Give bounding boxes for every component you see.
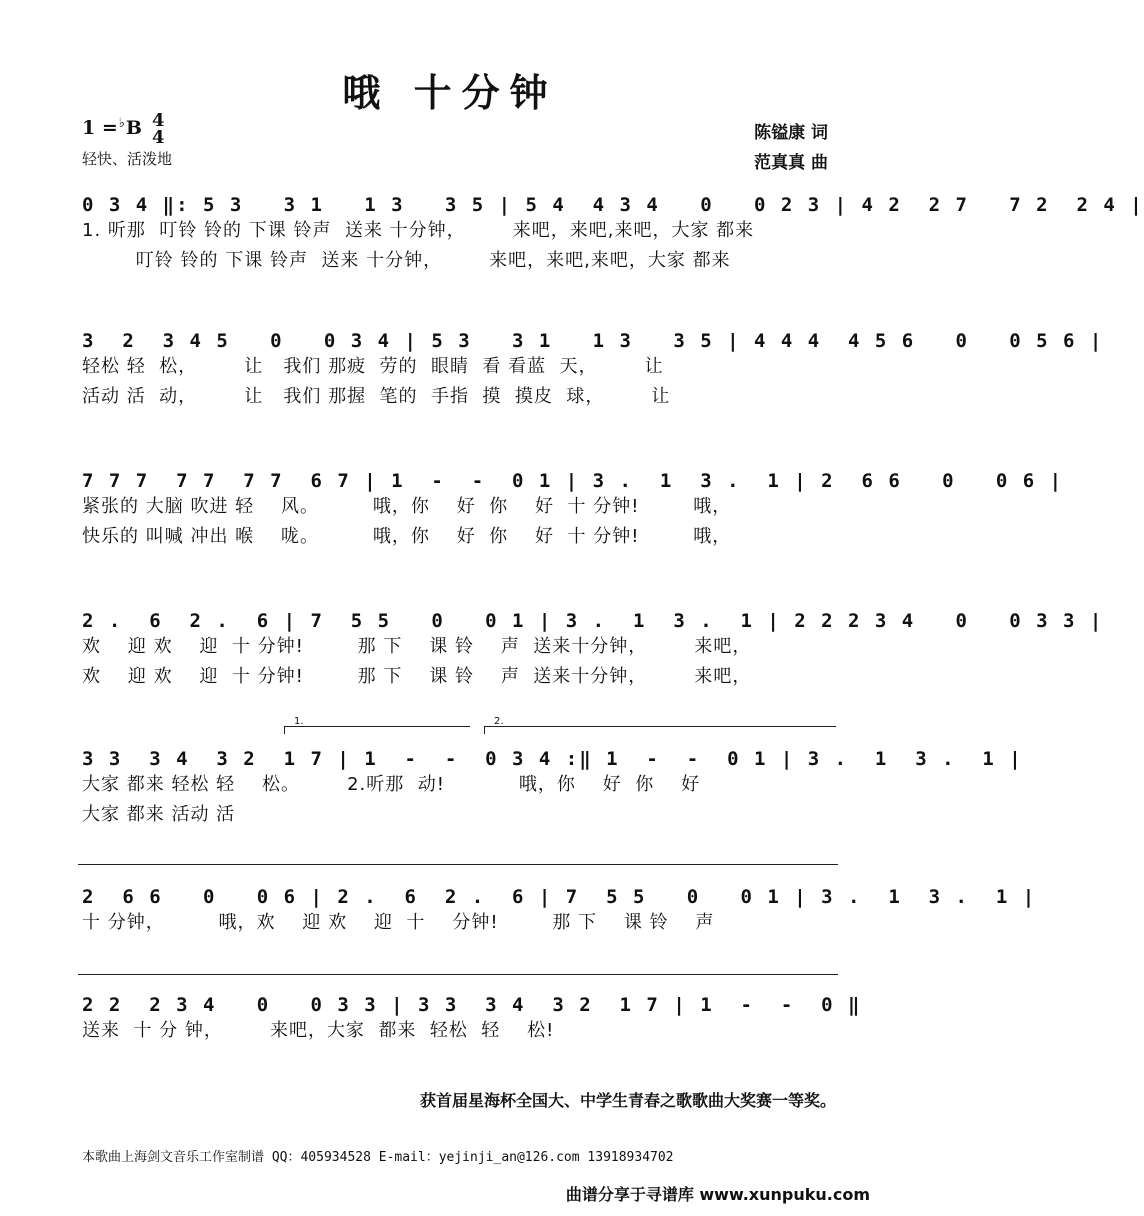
footer-credits: 本歌曲上海剑文音乐工作室制谱 QQ：405934528 E-mail：yejinji_an@126.com 13918934702 [82,1150,674,1165]
song-title: 哦 十分钟 [342,71,558,115]
notation-line: 2 . 6 2 . 6 | 7 5 5 0 0 1 | 3 . 1 3 . 1 | 2 2 2 3 4 0 0 3 3 | [82,610,1104,632]
notation-line: 3 2 3 4 5 0 0 3 4 | 5 3 3 1 1 3 3 5 | 4 4 4 4 5 6 0 0 5 6 | [82,330,1104,352]
tempo-marking: 轻快、活泼地 [82,150,173,168]
notation-line: 7 7 7 7 7 7 7 6 7 | 1 - - 0 1 | 3 . 1 3 . 1 | 2 6 6 0 0 6 | [82,470,1064,492]
lyric-verse-1: 欢 迎 欢 迎 十 分钟! 那 下 课 铃 声 送来十分钟， 来吧， [82,636,752,657]
volta-bracket-2 [484,726,836,727]
notation-line: 2 2 2 3 4 0 0 3 3 | 3 3 3 4 3 2 1 7 | 1 - - 0 ‖ [82,994,862,1016]
lyric-verse-2: 大家 都来 活动 活 [82,804,236,825]
score-system-2 [82,322,1104,412]
lyric-verse-1: 轻松 轻 松， 让 我们 那疲 劳的 眼睛 看 看蓝 天， 让 [82,356,664,377]
lyric-verse-2: 快乐的 叫喊 冲出 喉 咙。 哦，你 好 你 好 十 分钟! 哦， [82,526,732,547]
notation-line: 3 3 3 4 3 2 1 7 | 1 - - 0 3 4 :‖ 1 - - 0 1 | 3 . 1 3 . 1 | [82,748,1023,770]
section-divider [78,864,838,865]
time-signature: 4 4 [152,110,165,148]
section-divider [78,974,838,975]
lyric-verse-1: 紧张的 大脑 吹进 轻 风。 哦，你 好 你 好 十 分钟! 哦， [82,496,732,517]
score-system-3 [82,462,1064,552]
award-note: 获首届星海杯全国大、中学生青春之歌歌曲大奖赛一等奖。 [419,1091,836,1110]
volta-bracket-1 [284,726,470,727]
lyricist-credit: 陈镒康 词 [754,123,828,143]
lyric-verse-2: 叮铃 铃的 下课 铃声 送来 十分钟， 来吧，来吧,来吧，大家 都来 [82,250,731,271]
lyric-verse-2: 欢 迎 欢 迎 十 分钟! 那 下 课 铃 声 送来十分钟， 来吧， [82,666,752,687]
site-watermark: 曲谱分享于寻谱库 www.xunpuku.com [565,1185,870,1204]
volta-label-1: 1. [294,716,304,727]
lyric-verse-1: 1. 听那 叮铃 铃的 下课 铃声 送来 十分钟， 来吧，来吧,来吧，大家 都来 [82,220,755,241]
lyric-verse-2: 活动 活 动， 让 我们 那握 笔的 手指 摸 摸皮 球， 让 [82,386,671,407]
score-system-4 [82,602,1104,692]
volta-bracket-2-hook [484,726,485,734]
score-system-6 [82,878,1037,938]
notation-line: 0 3 4 ‖: 5 3 3 1 1 3 3 5 | 5 4 4 3 4 0 0 2 3 | 4 2 2 7 7 2 2 4 | [82,194,1144,216]
score-system-7 [82,986,862,1046]
volta-bracket-1-hook [284,726,285,734]
lyric-verse-1: 大家 都来 轻松 轻 松。 2.听那 动! 哦，你 好 你 好 [82,774,701,795]
volta-label-2: 2. [494,716,504,727]
composer-credit: 范真真 曲 [754,153,828,173]
lyric-line: 送来 十 分 钟， 来吧，大家 都来 轻松 轻 松! [82,1020,555,1041]
lyric-line: 十 分钟， 哦，欢 迎 欢 迎 十 分钟! 那 下 课 铃 声 [82,912,715,933]
notation-line: 2 6 6 0 0 6 | 2 . 6 2 . 6 | 7 5 5 0 0 1 | 3 . 1 3 . 1 | [82,886,1037,908]
key-signature: 1 =♭B [82,116,142,139]
score-system-5 [82,740,1023,830]
score-system-1 [82,186,1144,276]
